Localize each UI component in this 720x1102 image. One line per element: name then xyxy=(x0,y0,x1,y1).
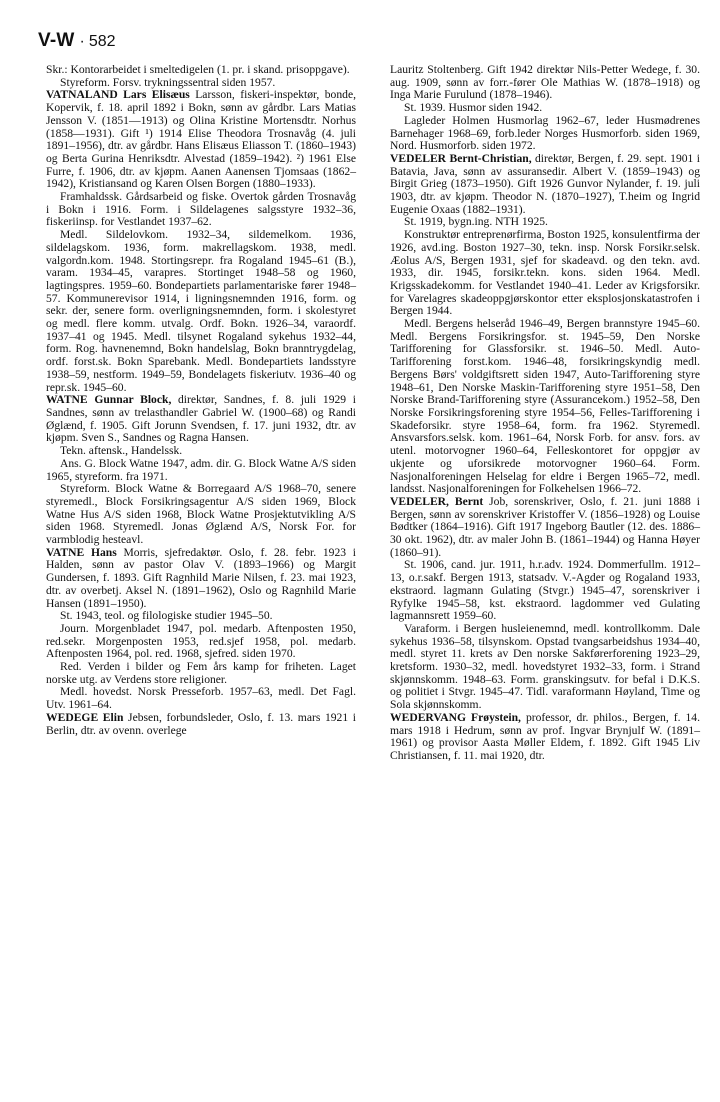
entry-text: Job, sorenskriver, Oslo, f. 21. juni 1888 i Bergen, sønn av sorenskriver Kristoffer V. (1856–1928) og Louise Bødtker (1864–1916). Gift 1917 Ingeborg Bautler (12. des. 1886–30 okt. 1962), dtr. av maler John B. (1861–1944) og Hanna Høyer (1860–91). xyxy=(390,494,700,559)
paragraph: Styreform. Block Watne & Borregaard A/S 1968–70, senere styremedl., Block Forsikringsagentur A/S siden 1969, Block Watne Hus A/S siden 1968, Block Watne Prosjektutvikling A/S siden 1968. Styremedl. Jonas Øglænd A/S, Norsk For. for varmblodig hesteavl. xyxy=(46,482,356,547)
entry-surname: WEDERVANG xyxy=(390,710,467,724)
entry-text: direktør, Sandnes, f. 8. juli 1929 i Sandnes, sønn av trelasthandler Gabriel W. (1900–68) og Randi Øglænd, f. 1905. Gift Jorunn Svendsen, f. 17. juni 1932, dtr. av kjøpm. Sven S., Sandnes og Ragna Hansen. xyxy=(46,393,356,445)
entry-surname: VATNE xyxy=(46,545,85,559)
entry-surname: WEDEGE xyxy=(46,710,99,724)
left-column xyxy=(46,64,356,737)
header-separator: · xyxy=(79,33,85,50)
entry-given-name: Bernt xyxy=(448,494,484,508)
page-header xyxy=(38,30,116,56)
biography-entry xyxy=(46,547,356,611)
paragraph: St. 1919, bygn.ing. NTH 1925. xyxy=(404,215,548,229)
right-column xyxy=(390,64,700,763)
paragraph: Journ. Morgenbladet 1947, pol. medarb. Aftenposten 1950, red.sekr. Morgenposten 1953, red.sjef 1958, pol. medarb. Aftenposten 1964, pol. red. 1968, sjefred. siden 1970. xyxy=(46,621,356,661)
entry-given-name: Lars Elisæus xyxy=(117,88,190,102)
entry-text: direktør, Bergen, f. 29. sept. 1901 i Batavia, Java, sønn av assuransedir. Albert V. (1859–1943) og Birgit Grieg (1873–1950). Gift 1926 Gunvor Nylander, f. 19. juli 1903, dtr. av kjøpm. Theodor N. (1870–1927), T.heim og Ingrid Eugenie Oxaas (1882–1931). xyxy=(390,151,700,216)
entry-text: Larsson, fiskeri-inspektør, bonde, Kopervik, f. 18. april 1892 i Bokn, sønn av gårdbr. Lars Matias Jensson V. (1851—1913) og Olina Kristine Mortensdtr. Norhus (1858—1931). Gift ¹) 1914 Elise Theodora Trosnavåg (4. juli 1891–1956), dtr. av gårdbr. Hans Elisæus Eliasson T. (1860–1943) og Berta Gurina Henriksdtr. Alvestad (1859–1942). ²) 1961 Else Furre, f. 1906, dtr. av kjøpm. Aanen Aanensen Tjomsaas (1862–1942), Kristiansand og Karen Olsen Borgen (1880–1933). xyxy=(46,88,356,191)
paragraph: Red. Verden i bilder og Fem års kamp for friheten. Laget norske utg. av Verdens store religioner. xyxy=(46,660,356,686)
entry-text: Jebsen, forbundsleder, Oslo, f. 13. mars 1921 i Berlin, dtr. av ovenn. overlege xyxy=(46,710,356,737)
paragraph: Styreform. Forsv. trykningssentral siden 1957. xyxy=(60,75,276,89)
paragraph: St. 1939. Husmor siden 1942. xyxy=(404,101,543,115)
entry-surname: WATNE xyxy=(46,393,88,407)
paragraph: Konstruktør entreprenørfirma, Boston 1925, konsulentfirma der 1926, avd.ing. Boston 1927–30, tekn. insp. Norsk Forsikr.selsk. Æolus A/S, Bergen 1931, sjef for skadeavd. og den tekn. avd. 1933, dir. 1945, forsikr.tekn. kons. siden 1964. Medl. Krigsskadekomm. for Vestlandet 1940–41. Leder av Krigsforsikr. for Varelagres skadeoppgjørskontor etter eksplosjonskatastrofen i Bergen 1944. xyxy=(390,228,700,318)
paragraph: St. 1906, cand. jur. 1911, h.r.adv. 1924. Dommerfullm. 1912–13, o.r.sakf. Bergen 1913, statsadv. V.-Agder og Rogaland 1933, ekstraord. lagmann Gulating (Stvgr.) 1945–47, sorenskriver i Ryfylke 1945–58, kst. ekstraord. lagdommer ved Gulating lagmannsrett 1959–60. xyxy=(390,558,700,623)
biography-entry xyxy=(390,712,700,763)
entry-given-name: Gunnar Block, xyxy=(87,393,172,407)
entry-given-name: Frøystein, xyxy=(466,710,521,724)
paragraph: St. 1943, teol. og filologiske studier 1945–50. xyxy=(60,609,273,623)
entry-given-name: Bernt-Christian, xyxy=(446,151,532,165)
paragraph: Framhaldssk. Gårdsarbeid og fiske. Overtok gården Trosnavåg i Bokn i 1916. Form. i Sildelagenes salgsstyre 1932–36, fiskeriinsp. for Vestlandet 1937–62. xyxy=(46,190,356,229)
entry-surname: VEDELER, xyxy=(390,494,449,508)
continued-paragraph: Skr.: Kontorarbeidet i smeltedigelen (1. pr. i skand. prisoppgave). xyxy=(46,63,350,76)
entry-surname: VEDELER xyxy=(390,151,447,165)
entry-text: Morris, sjefredaktør. Oslo, f. 28. febr. 1923 i Halden, sønn av pastor Olav V. (1893–1966) og Margit Gundersen, f. 1893. Gift Ragnhild Marie Nilsen, f. 23. mai 1923, dtr. av overbetj. Aksel N. (1891–1962), Oslo og Ragnhild Marie Hansen (1891–1950). xyxy=(46,545,356,610)
paragraph: Tekn. aftensk., Handelssk. xyxy=(60,444,183,458)
paragraph: Medl. Sildelovkom. 1932–34, sildemelkom. 1936, sildelagskom. 1936, form. makrellagskom. 1938, medl. valgordn.kom. 1948. Stortingsrepr. fra Rogaland 1945–61 (B.), varam. 1934–45, varapres. Stortinget 1948–58 og 1960, lagtingspres. 1959–60. Bondepartiets parlamentariske fører 1948–57. Kommunerevisor 1914, i ligningsnemnden 1916, form. og sekr. der, senere form. overligningsnemnden, form. i skolestyret og medl. flere komm. utvalg. Ordf. Bokn. 1926–34, varaordf. 1937–41 og 1945. Medl. tilsynet Rogaland sykehus 1932–44, form. Rog. havnenemnd, Bokn handelslag, Bokn branntrygdelag, ordf. forst.sk. Bokn Sparebank. Medl. Bondepartiets landsstyre 1938–59, nestform. 1949–59, Bondelagets fiskeriutv. 1936–40 og repr.sk. 1945–60. xyxy=(46,228,356,394)
biography-entry xyxy=(390,153,700,217)
entry-given-name: Elin xyxy=(98,710,124,724)
biography-entry xyxy=(46,89,356,191)
biography-entry xyxy=(46,712,356,737)
page-number: 582 xyxy=(88,33,116,50)
entry-given-name: Hans xyxy=(84,545,117,559)
entry-text: professor, dr. philos., Bergen, f. 14. mars 1918 i Hedrum, sønn av prof. Ingvar Brynjulf W. (1891–1961) og provisor Aasta Møller Eldem, f. 1892. Gift 1945 Liv Christiansen, f. 11. mai 1920, dtr. xyxy=(390,710,700,762)
paragraph: Varaform. i Bergen husleienemnd, medl. kontrollkomm. Dale sykehus 1936–58, tilsynskom. Opstad tvangsarbeidshus 1934–40, medl. styret 11. krets av Den norske Sakførerforening 1923–29, kretsform. 1930–32, medl. hovedstyret 1932–33, form. i Strand skjønnskomm. 1948–63. Form. granskingsutv. for befal i D.K.S. og politiet i Stvgr. 1945–47. Tidl. varaformann Høyland, Time og Sola skjønnskomm. xyxy=(390,621,700,712)
entry-surname: VATNALAND xyxy=(46,88,118,102)
biography-entry xyxy=(390,496,700,560)
paragraph: Medl. hovedst. Norsk Presseforb. 1957–63, medl. Det Fagl. Utv. 1961–64. xyxy=(46,685,356,712)
paragraph: Lagleder Holmen Husmorlag 1962–67, leder Husmødrenes Barnehager 1968–69, forb.leder Norges Husmorforb. siden 1969, Nord. Husmorforb. siden 1972. xyxy=(390,113,700,153)
continued-paragraph: Lauritz Stoltenberg. Gift 1942 direktør Nils-Petter Wedege, f. 30. aug. 1909, sønn av forr.-fører Ole Mathias W. (1878–1918) og Inga Marie Furulund (1878–1946). xyxy=(390,63,700,102)
biography-entry xyxy=(46,394,356,445)
paragraph: Ans. G. Block Watne 1947, adm. dir. G. Block Watne A/S siden 1965, styreform. fra 1971. xyxy=(46,456,356,483)
section-letters: V-W xyxy=(38,30,75,51)
paragraph: Medl. Bergens helseråd 1946–49, Bergen brannstyre 1945–60. Medl. Bergens Forsikringsfor. st. 1945–59, Den Norske Tarifforening for Glassforsikr. st. 1946–50. Medl. Auto-Tarifforening forst.kom. 1946–48, forsikringskyndig medl. Bergens Børs' voldgiftsrett siden 1947, Auto-Tarifforening styre 1948–61, Den Norske Maskin-Tarifforening styre 1951–58, Den Norske Brand-Tarifforening styre (Assurancekom.) 1952–58, Den Norske Forsikringsforening styre 1954–56, Felles-Tarifforening i Skadeforsikr. styre 1958–64, form. fra 1962. Styremedl. Ansvarsfors.selsk. kom. 1961–64, Norsk Forb. for ansv. fors. av utenl. motorvogner 1960–64, Felleskontoret for oppgjør av ukjente og uforsikrede motorvogner 1960–64. Form. Nasjonalforeningen Helselag for eldre i Bergen 1965–72, medl. landsst. Nasjonalforeningen for Folkehelsen 1966–72. xyxy=(390,317,700,496)
